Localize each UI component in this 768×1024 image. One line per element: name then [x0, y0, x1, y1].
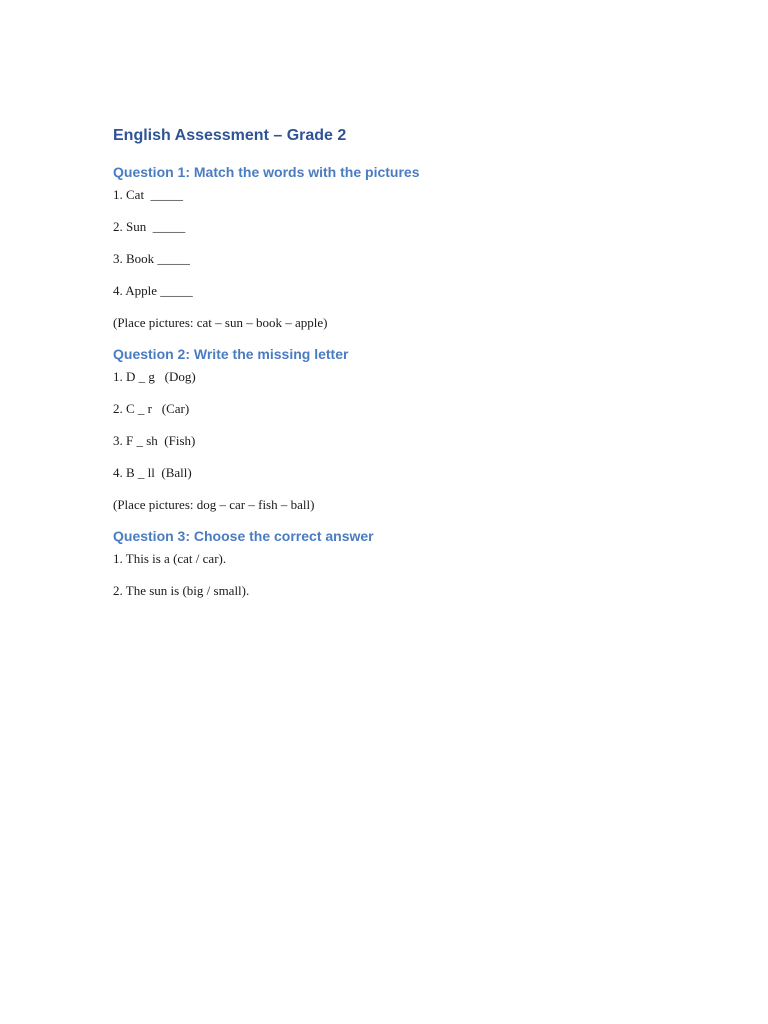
question-1-item-apple: 4. Apple _____: [113, 283, 193, 298]
question-2-picture-note: (Place pictures: dog – car – fish – ball): [113, 497, 315, 512]
question-2-section: [113, 344, 673, 514]
question-2-item-car: 2. C _ r (Car): [113, 401, 190, 416]
question-3-item-big-small: 2. The sun is (big / small).: [113, 583, 250, 598]
question-3-section: [113, 526, 673, 600]
question-1-section: [113, 162, 673, 332]
question-1-item-cat: 1. Cat _____: [113, 187, 184, 202]
question-1-heading: Question 1: Match the words with the pictures: [113, 164, 420, 180]
question-1-item-sun: 2. Sun _____: [113, 219, 186, 234]
question-2-item-dog: 1. D _ g (Dog): [113, 369, 196, 384]
question-1-picture-note: (Place pictures: cat – sun – book – apple): [113, 315, 328, 330]
document-body: [113, 124, 673, 600]
question-1-item-book: 3. Book _____: [113, 251, 190, 266]
question-3-item-cat-car: 1. This is a (cat / car).: [113, 551, 227, 566]
question-2-item-ball: 4. B _ ll (Ball): [113, 465, 192, 480]
question-3-heading: Question 3: Choose the correct answer: [113, 528, 374, 544]
question-2-heading: Question 2: Write the missing letter: [113, 346, 349, 362]
question-2-item-fish: 3. F _ sh (Fish): [113, 433, 196, 448]
document-title: English Assessment – Grade 2: [113, 127, 347, 144]
